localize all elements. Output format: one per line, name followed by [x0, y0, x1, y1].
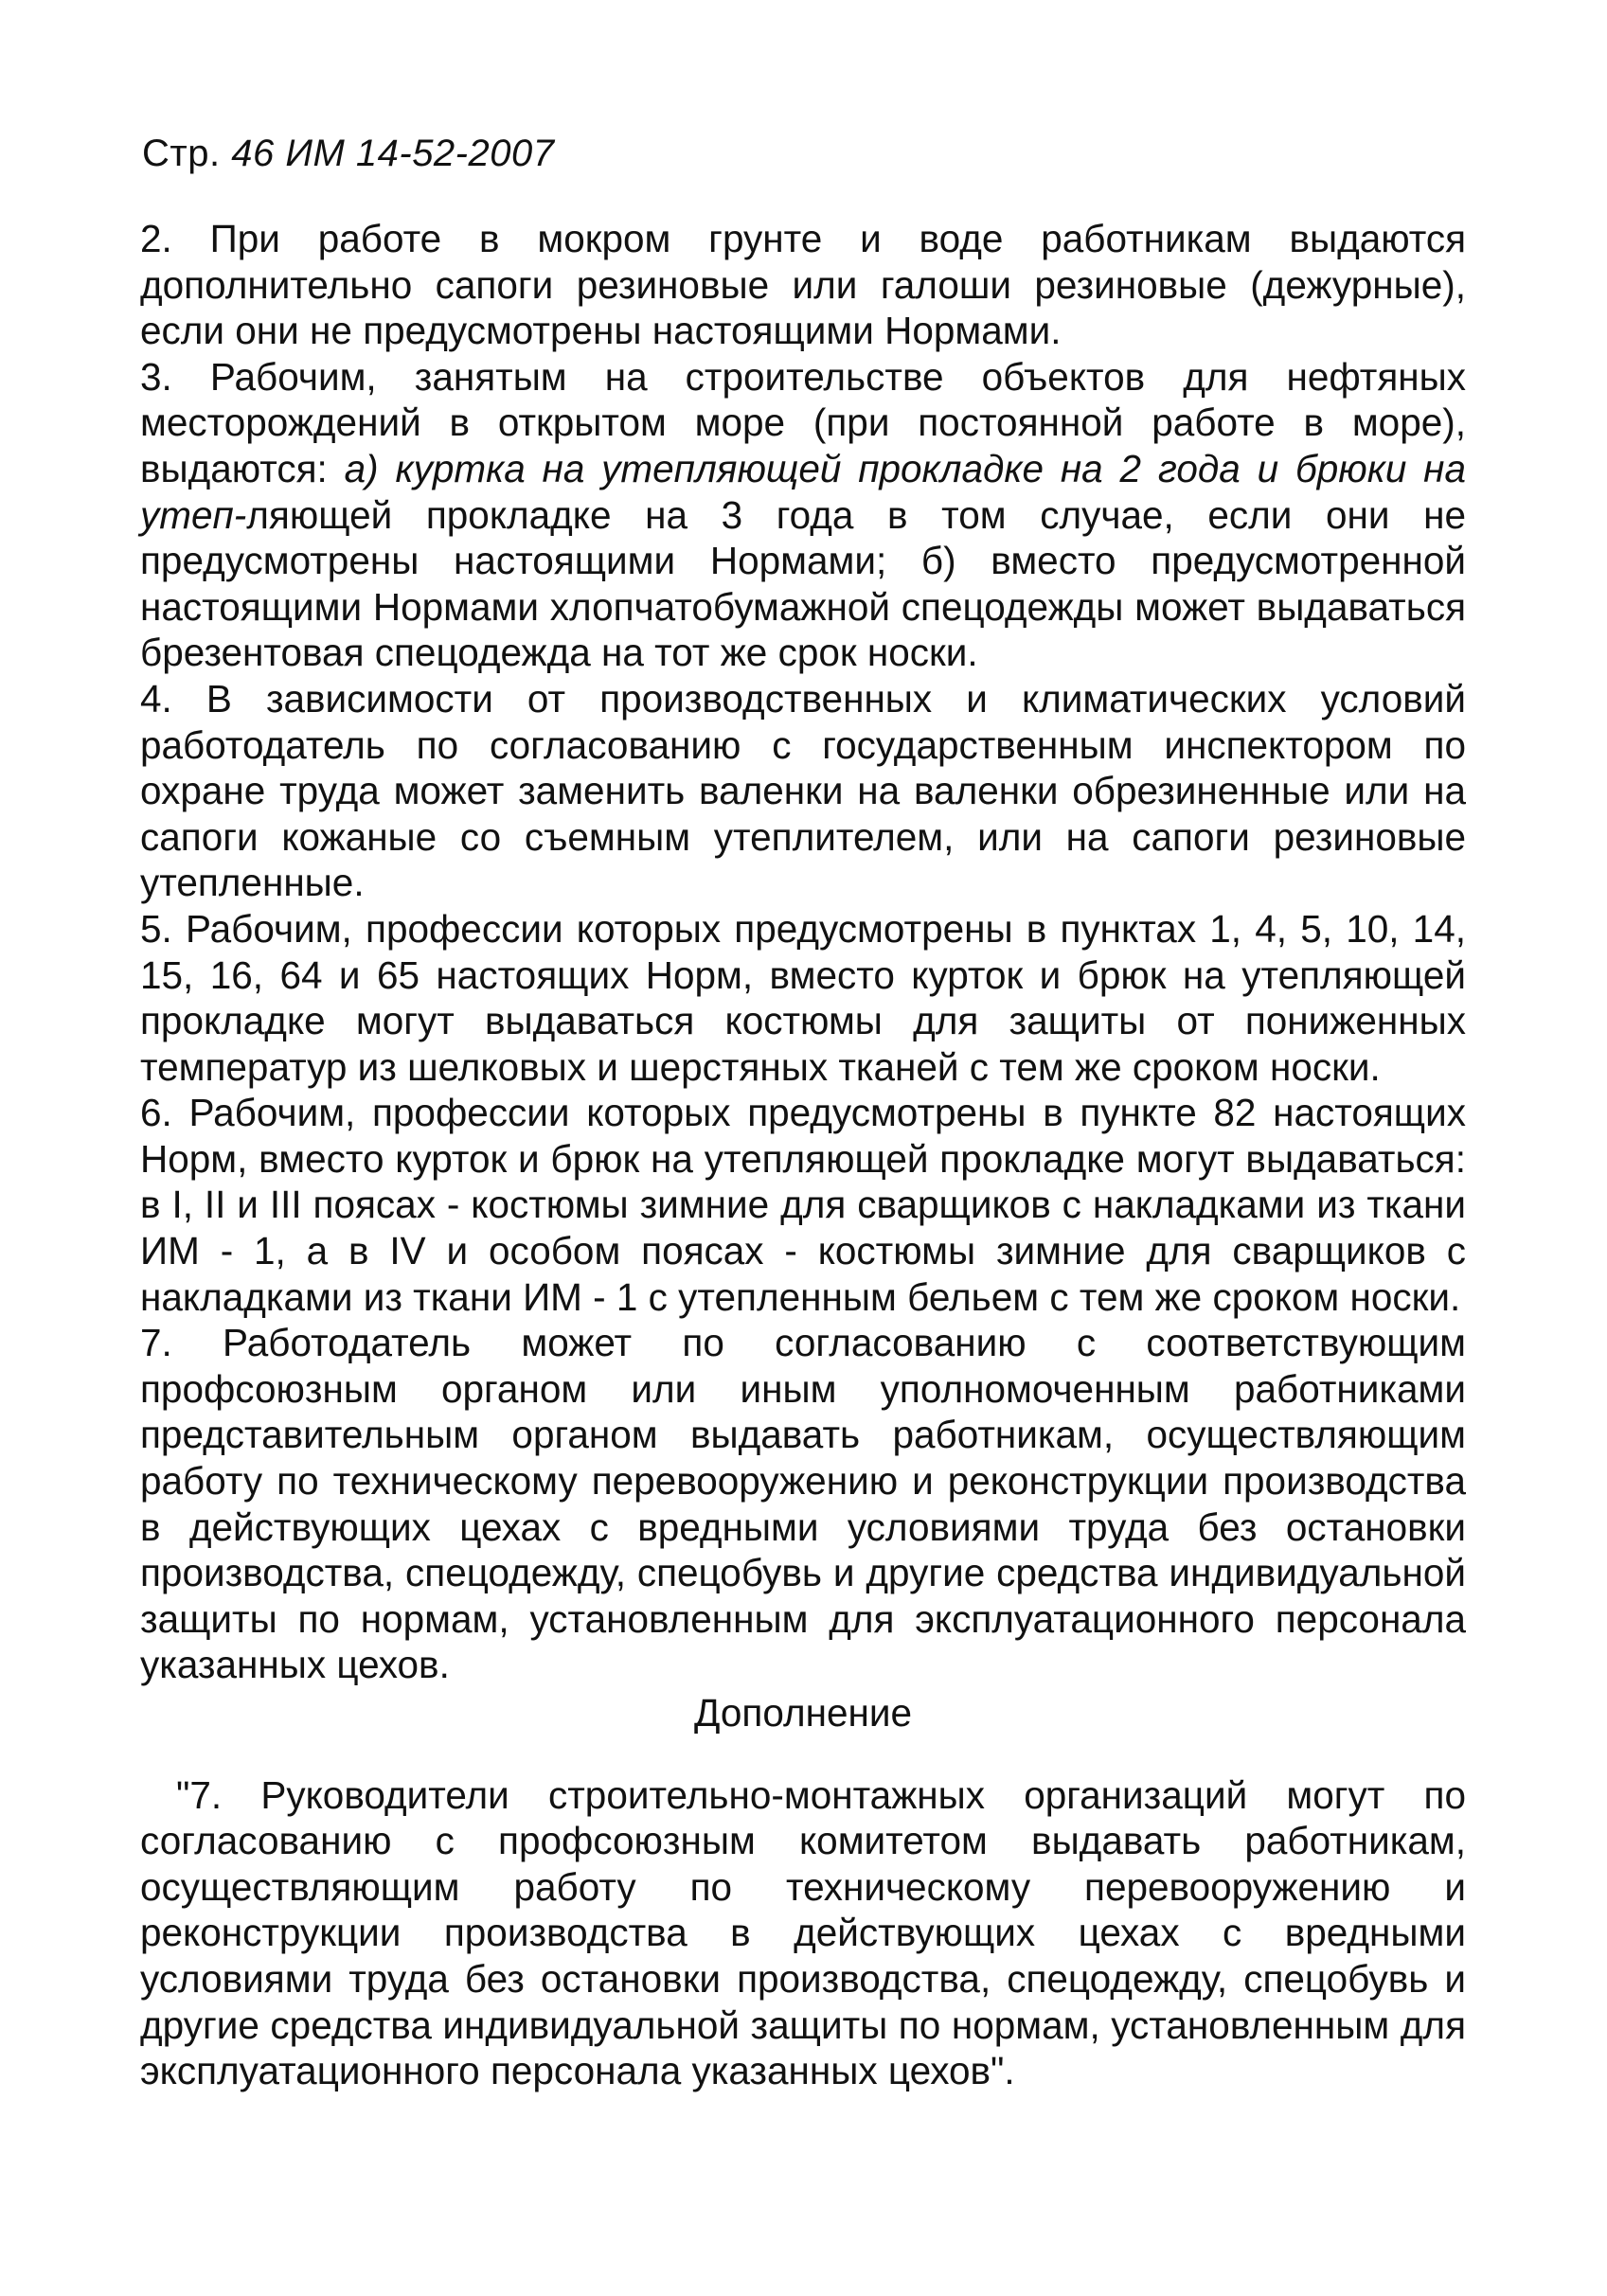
- note-3-italic: а) куртка на утепляющей прокладке на 2 года и брюки на утеп-: [140, 446, 1466, 537]
- note-5: 5. Рабочим, профессии которых предусмотрены в пунктах 1, 4, 5, 10, 14, 15, 16, 64 и 65 настоящих Норм, вместо курток и брюк на утепляющей прокладке могут выдаваться костюмы для защиты от пониженных температур из шелковых и шерстяных тканей с тем же сроком носки.: [140, 906, 1466, 1089]
- document-body: [140, 216, 1466, 2094]
- addendum-heading: Дополнение: [693, 1691, 912, 1735]
- note-3-end: ляющей прокладке на 3 года в том случае, если они не предусмотрены настоящими Нормами; б) вместо предусмотренной настоящими Нормами хлопчатобумажной спецодежды может выдаваться брезентовая спецодежда на тот же срок носки.: [140, 492, 1466, 675]
- note-6: 6. Рабочим, профессии которых предусмотрены в пункте 82 настоящих Норм, вместо курток и брюк на утепляющей прокладке могут выдаваться: в I, II и III поясах - костюмы зимние для сварщиков с накладками из ткани ИМ - 1, а в IV и особом поясах - костюмы зимние для сварщиков с накладками из ткани ИМ - 1 с утепленным бельем с тем же сроком носки.: [140, 1091, 1466, 1319]
- document-code: ИМ 14-52-2007: [285, 133, 555, 174]
- note-2: 2. При работе в мокром грунте и воде работникам выдаются дополнительно сапоги резиновые или галоши резиновые (дежурные), если они не предусмотрены настоящими Нормами.: [140, 217, 1466, 353]
- note-3-start: 3. Рабочим, занятым на строительстве объектов для нефтяных месторождений в открытом море (при постоянной работе в море), выдаются:: [140, 354, 1466, 490]
- page-number: 46: [231, 133, 275, 174]
- addendum-text: "7. Руководители строительно-монтажных организаций могут по согласованию с профсоюзным комитетом выдавать работникам, осуществляющим работу по техническому перевооружению и реконструкции производства в действующих цехах с вредными условиями труда без остановки производства, спецодежду, спецобувь и другие средства индивидуальной защиты по нормам, установленным для эксплуатационного персонала указанных цехов".: [140, 1772, 1466, 2093]
- note-4: 4. В зависимости от производственных и климатических условий работодатель по согласованию с государственным инспектором по охране труда может заменить валенки на валенки обрезиненные или на сапоги кожаные со съемным утеплителем, или на сапоги резиновые утепленные.: [140, 676, 1466, 905]
- note-7: 7. Работодатель может по согласованию с соответствующим профсоюзным органом или иным уполномоченным работниками представительным органом выдавать работникам, осуществляющим работу по техническому перевооружению и реконструкции производства в действующих цехах с вредными условиями труда без остановки производства, спецодежду, спецобувь и другие средства индивидуальной защиты по нормам, установленным для эксплуатационного персонала указанных цехов.: [140, 1321, 1466, 1687]
- page-label: Стр.: [142, 133, 221, 174]
- note-3: [140, 354, 1466, 676]
- page-header: [142, 131, 554, 176]
